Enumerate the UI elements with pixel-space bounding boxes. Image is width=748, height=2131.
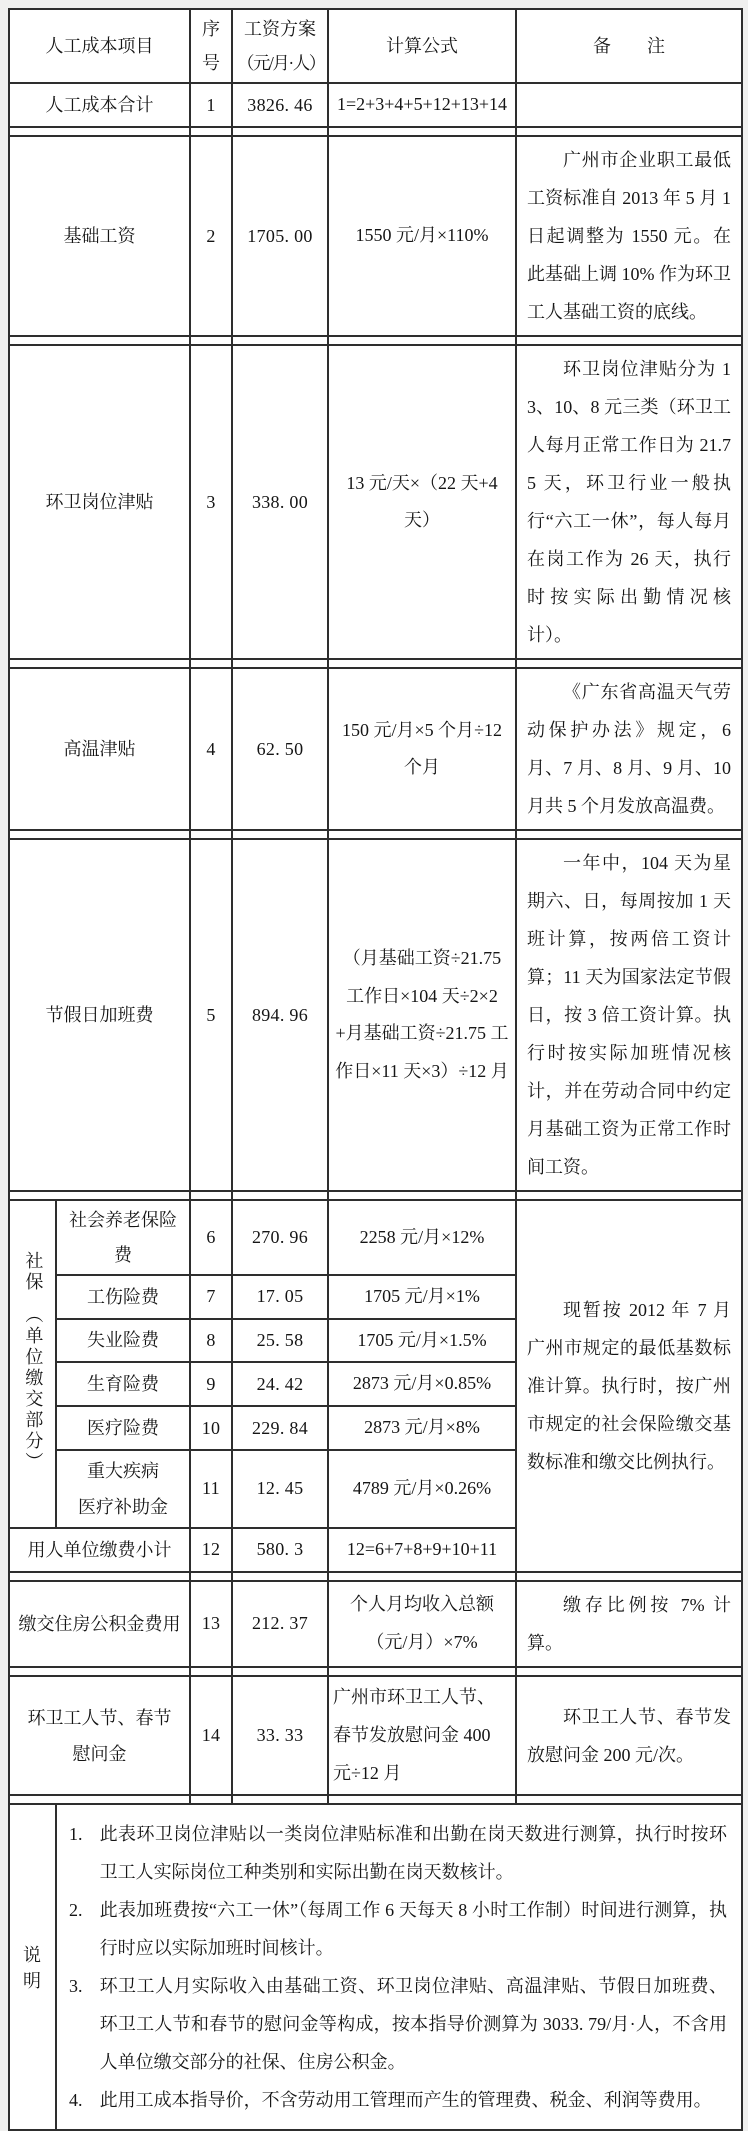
note-item [69,1815,727,1891]
social-medical-no: 10 [190,1406,232,1450]
festival-value: 33. 33 [232,1676,328,1795]
row-social-pension [9,1200,742,1274]
housing-fund-formula: 个人月均收入总额（元/月）×7% [328,1581,516,1667]
social-maternity-item: 生育险费 [56,1362,190,1406]
row-post-allowance [9,345,742,659]
base-wage-item: 基础工资 [9,136,190,336]
social-unemployment-item: 失业险费 [56,1319,190,1363]
holiday-overtime-remark [516,839,742,1191]
housing-fund-remark [516,1581,742,1667]
section-gap [9,1191,742,1200]
social-injury-no: 7 [190,1275,232,1319]
holiday-overtime-value: 894. 96 [232,839,328,1191]
employer-subtotal-item: 用人单位缴费小计 [9,1528,190,1572]
row-holiday-overtime [9,839,742,1191]
notes-content [56,1804,742,2130]
social-medical-item: 医疗险费 [56,1406,190,1450]
base-wage-value: 1705. 00 [232,136,328,336]
holiday-overtime-no: 5 [190,839,232,1191]
social-group-label-cell [9,1200,56,1528]
section-gap [9,1795,742,1804]
col-header-remark [516,9,742,83]
post-allowance-item: 环卫岗位津贴 [9,345,190,659]
heat-allowance-no: 4 [190,668,232,830]
festival-item [9,1676,190,1795]
housing-fund-value: 212. 37 [232,1581,328,1667]
social-medical-value: 229. 84 [232,1406,328,1450]
festival-formula: 广州市环卫工人节、春节发放慰问金 400 元÷12 月 [328,1676,516,1795]
base-wage-no: 2 [190,136,232,336]
social-serious-illness-item-line2: 医疗补助金 [78,1496,168,1517]
heat-allowance-remark-text: 《广东省高温天气劳动保护办法》规定，6 月、7 月、8 月、9 月、10 月共 5 个月发放高温费。 [527,682,731,817]
social-maternity-formula: 2873 元/月×0.85% [328,1362,516,1406]
social-unemployment-value: 25. 58 [232,1319,328,1363]
base-wage-remark [516,136,742,336]
total-remark [516,83,742,127]
social-injury-value: 17. 05 [232,1275,328,1319]
holiday-overtime-item: 节假日加班费 [9,839,190,1191]
social-serious-illness-item [56,1450,190,1528]
base-wage-remark-text: 广州市企业职工最低工资标准自 2013 年 5 月 1 日起调整为 1550 元。在此基础上调 10% 作为环卫工人基础工资的底线。 [527,150,731,323]
holiday-overtime-remark-text: 一年中，104 天为星期六、日，每周按加 1 天班计算，按两倍工资计算；11 天为国家法定节假日，按 3 倍工资计算。执行时按实际加班情况核计，并在劳动合同中约定月基础工资为正常工作时间工资。 [527,853,731,1178]
social-maternity-no: 9 [190,1362,232,1406]
housing-fund-remark-text: 缴存比例按 7% 计算。 [527,1594,731,1653]
post-allowance-no: 3 [190,345,232,659]
festival-item-line1: 环卫工人节、春节 [27,1707,172,1728]
col-header-item-label: 人工成本项目 [45,36,154,57]
row-total [9,83,742,127]
labor-cost-table [8,8,743,2131]
employer-subtotal-formula: 12=6+7+8+9+10+11 [328,1528,516,1572]
festival-remark [516,1676,742,1795]
col-header-plan-line1: 工资方案 [244,19,316,40]
festival-no: 14 [190,1676,232,1795]
note-text: 环卫工人月实际收入由基础工资、环卫岗位津贴、高温津贴、节假日加班费、环卫工人节和春节的慰问金等构成，按本指导价测算为 3033. 79/月·人，不含用人单位缴交部分的社保、住房公积金。 [99,1976,727,2073]
housing-fund-no: 13 [190,1581,232,1667]
row-festival [9,1676,742,1795]
social-medical-formula: 2873 元/月×8% [328,1406,516,1450]
base-wage-formula: 1550 元/月×110% [328,136,516,336]
col-header-no [190,9,232,83]
social-serious-illness-item-line1: 重大疾病 [87,1460,159,1481]
notes-row [9,1804,742,2130]
employer-subtotal-value: 580. 3 [232,1528,328,1572]
social-serious-illness-formula: 4789 元/月×0.26% [328,1450,516,1528]
total-value: 3826. 46 [232,83,328,127]
note-number: 2. [69,1900,83,1921]
employer-subtotal-no: 12 [190,1528,232,1572]
heat-allowance-remark [516,668,742,830]
post-allowance-formula: 13 元/天×（22 天+4 天） [328,345,516,659]
social-maternity-value: 24. 42 [232,1362,328,1406]
section-gap [9,1572,742,1581]
col-header-plan-line2: （元/月·人） [237,52,325,73]
col-header-remark-label: 备 注 [593,36,665,57]
row-base-wage [9,136,742,336]
note-item [69,2081,727,2119]
col-header-no-label: 序号 [202,19,220,74]
col-header-plan [232,9,328,83]
post-allowance-remark-text: 环卫岗位津贴分为 13、10、8 元三类（环卫工人每月正常工作日为 21.75 天，环卫行业一般执行“六工一休”，每人每月在岗工作为 26 天，执行时按实际出勤情况核计）。 [527,359,731,646]
col-header-item [9,9,190,83]
social-injury-item: 工伤险费 [56,1275,190,1319]
note-text: 此用工成本指导价，不含劳动用工管理而产生的管理费、税金、利润等费用。 [99,2090,712,2111]
note-item [69,1891,727,1967]
note-number: 3. [69,1976,83,1997]
note-number: 4. [69,2090,83,2111]
social-pension-item: 社会养老保险费 [56,1200,190,1274]
section-gap [9,659,742,668]
social-unemployment-no: 8 [190,1319,232,1363]
total-formula: 1=2+3+4+5+12+13+14 [328,83,516,127]
festival-remark-text: 环卫工人节、春节发放慰问金 200 元/次。 [527,1706,731,1765]
social-pension-formula: 2258 元/月×12% [328,1200,516,1274]
post-allowance-value: 338. 00 [232,345,328,659]
heat-allowance-formula: 150 元/月×5 个月÷12 个月 [328,668,516,830]
header-row [9,9,742,83]
section-gap [9,127,742,136]
heat-allowance-item: 高温津贴 [9,668,190,830]
festival-item-line2: 慰问金 [72,1743,127,1764]
social-pension-value: 270. 96 [232,1200,328,1274]
housing-fund-item: 缴交住房公积金费用 [9,1581,190,1667]
note-number: 1. [69,1824,83,1845]
total-no: 1 [190,83,232,127]
section-gap [9,1667,742,1676]
row-housing-fund [9,1581,742,1667]
social-group-label: 社保 （单位缴交部分） [23,1250,44,1473]
social-unemployment-formula: 1705 元/月×1.5% [328,1319,516,1363]
row-heat-allowance [9,668,742,830]
note-item [69,1967,727,2081]
social-serious-illness-value: 12. 45 [232,1450,328,1528]
heat-allowance-value: 62. 50 [232,668,328,830]
social-serious-illness-no: 11 [190,1450,232,1528]
note-text: 此表加班费按“六工一休”（每周工作 6 天每天 8 小时工作制）时间进行测算，执行时应以实际加班时间核计。 [99,1900,727,1959]
section-gap [9,830,742,839]
col-header-formula [328,9,516,83]
total-item: 人工成本合计 [9,83,190,127]
holiday-overtime-formula: （月基础工资÷21.75 工作日×104 天÷2×2+月基础工资÷21.75 工作日×11 天×3）÷12 月 [328,839,516,1191]
col-header-formula-label: 计算公式 [386,36,458,57]
section-gap [9,336,742,345]
notes-label: 说明 [9,1804,56,2130]
social-injury-formula: 1705 元/月×1% [328,1275,516,1319]
social-remark-text: 现暂按 2012 年 7 月广州市规定的最低基数标准计算。执行时，按广州市规定的社会保险缴交基数标准和缴交比例执行。 [527,1300,731,1473]
post-allowance-remark [516,345,742,659]
social-pension-no: 6 [190,1200,232,1274]
note-text: 此表环卫岗位津贴以一类岗位津贴标准和出勤在岗天数进行测算，执行时按环卫工人实际岗位工种类别和实际出勤在岗天数核计。 [99,1824,727,1883]
social-remark [516,1200,742,1572]
